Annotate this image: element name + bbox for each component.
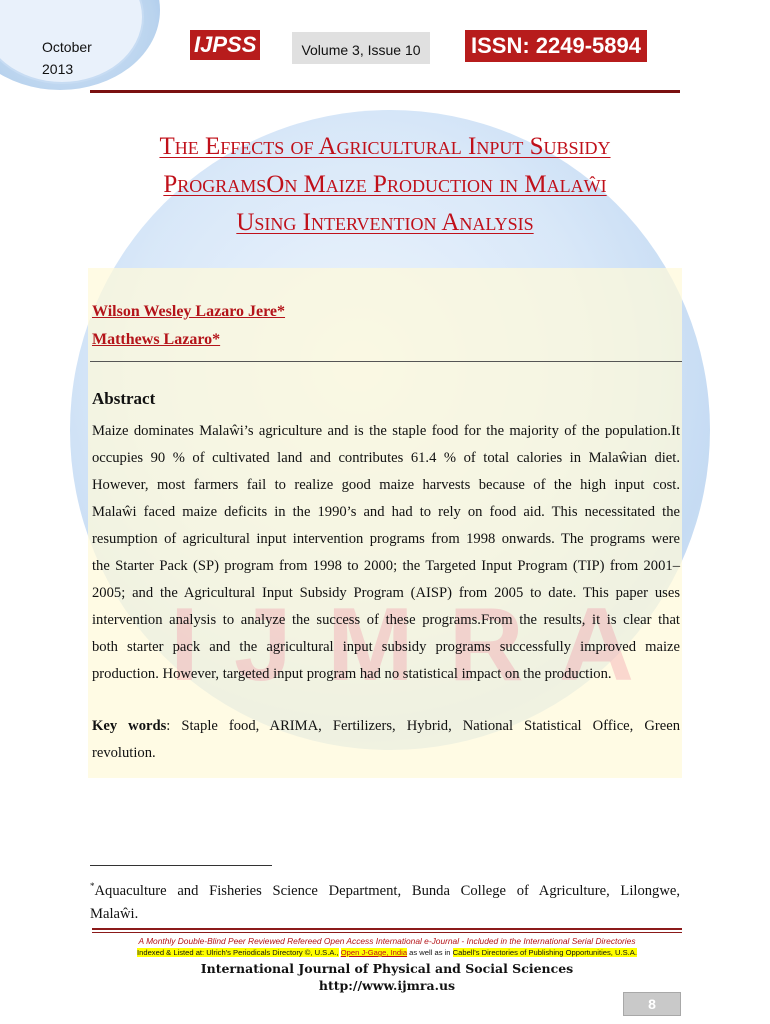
- review-statement: A Monthly Double-Blind Peer Reviewed Refereed Open Access International e-Journal - Included in the International Serial Directories: [138, 936, 636, 946]
- issn-badge: ISSN: 2249-5894: [465, 30, 647, 62]
- keywords-list: : Staple food, ARIMA, Fertilizers, Hybrid, National Statistical Office, Green: [166, 718, 680, 734]
- watermark-letter: M: [326, 586, 420, 703]
- paper-title: [88, 128, 682, 242]
- watermark-letter: J: [234, 586, 298, 703]
- footnote-marker: *: [90, 881, 95, 891]
- keywords: [92, 713, 680, 767]
- author-name[interactable]: Matthews Lazaro*: [92, 331, 221, 348]
- title-line: The Effects of Agricultural Input Subsidy: [159, 133, 611, 160]
- author-affiliation-footnote: [90, 872, 680, 928]
- journal-url[interactable]: http://www.ijmra.us: [318, 978, 456, 993]
- watermark-letter: I: [170, 586, 205, 703]
- footnote-text: Aquaculture and Fisheries Science Department, Bunda College of Agriculture, Lilongwe,: [94, 882, 680, 899]
- abstract-body: [92, 418, 680, 688]
- abstract-line: Maize dominates Malaŵi’s agriculture and is the staple food for the majority of the population.It: [92, 423, 680, 439]
- footer-divider-thin: [92, 932, 682, 933]
- volume-issue: Volume 3, Issue 10: [292, 32, 430, 64]
- issue-date: [42, 36, 92, 80]
- abstract-line: occupies 90 % of cultivated land and contributes 61.4 % of total calories in Malaŵian diet.: [92, 450, 680, 466]
- footer-divider: [92, 928, 682, 930]
- indexing-jgage-link[interactable]: Open J-Gage, India: [340, 948, 408, 957]
- author-list: [92, 298, 680, 354]
- journal-full-name: International Journal of Physical and Social Sciences: [200, 961, 574, 976]
- abstract-heading: Abstract: [92, 389, 156, 408]
- keywords-label: Key words: [92, 718, 167, 734]
- abstract-line: resumption of agricultural input intervention programs from 1998 onwards. The programs were: [92, 531, 680, 547]
- issue-month: October: [42, 39, 92, 55]
- abstract-line: production. However, targeted input program had no statistical impact on the production.: [92, 666, 612, 682]
- author-name[interactable]: Wilson Wesley Lazaro Jere*: [92, 303, 286, 320]
- abstract-line: intervention analysis to analyze the success of these programs.From the results, it is clear that: [92, 612, 680, 628]
- abstract-line: both starter pack and the agricultural input subsidy programs successfully improved maize: [92, 639, 680, 655]
- keywords-line: [92, 713, 680, 740]
- indexing-statement: [92, 948, 682, 957]
- issue-year: 2013: [42, 61, 74, 77]
- title-line: Using Intervention Analysis: [236, 209, 534, 236]
- footnote-line: Malaŵi.: [90, 906, 139, 922]
- keywords-line: revolution.: [92, 745, 156, 761]
- footnote-divider: [90, 865, 272, 866]
- watermark-letter: R: [448, 586, 530, 703]
- abstract-line: the Starter Pack (SP) program from 1998 to 2000; the Targeted Input Program (TIP) from 2001–: [92, 558, 680, 574]
- watermark-letter: A: [558, 586, 640, 703]
- indexing-connector: as well as in: [407, 948, 453, 957]
- footnote-line: [90, 872, 680, 900]
- indexing-ulrich: Indexed & Listed at: Ulrich's Periodicals Directory ©, U.S.A.,: [137, 948, 339, 957]
- abstract-line: 2005; and the Agricultural Input Subsidy Program (AISP) from 2005 to date. This paper uses: [92, 585, 680, 601]
- indexing-cabell: Cabell’s Directories of Publishing Opportunities, U.S.A.: [452, 948, 637, 957]
- authors-divider: [90, 361, 682, 362]
- title-line: ProgramsOn Maize Production in Malaŵi: [163, 171, 607, 198]
- abstract-line: Malaŵi faced maize deficits in the 1990’s and had to rely on food aid. This necessitated the: [92, 504, 680, 520]
- journal-abbreviation: IJPSS: [190, 30, 260, 60]
- page-number: 8: [623, 992, 681, 1016]
- abstract-line: However, most farmers fail to realize good maize harvests because of the high input cost.: [92, 477, 680, 493]
- header-divider: [90, 90, 680, 93]
